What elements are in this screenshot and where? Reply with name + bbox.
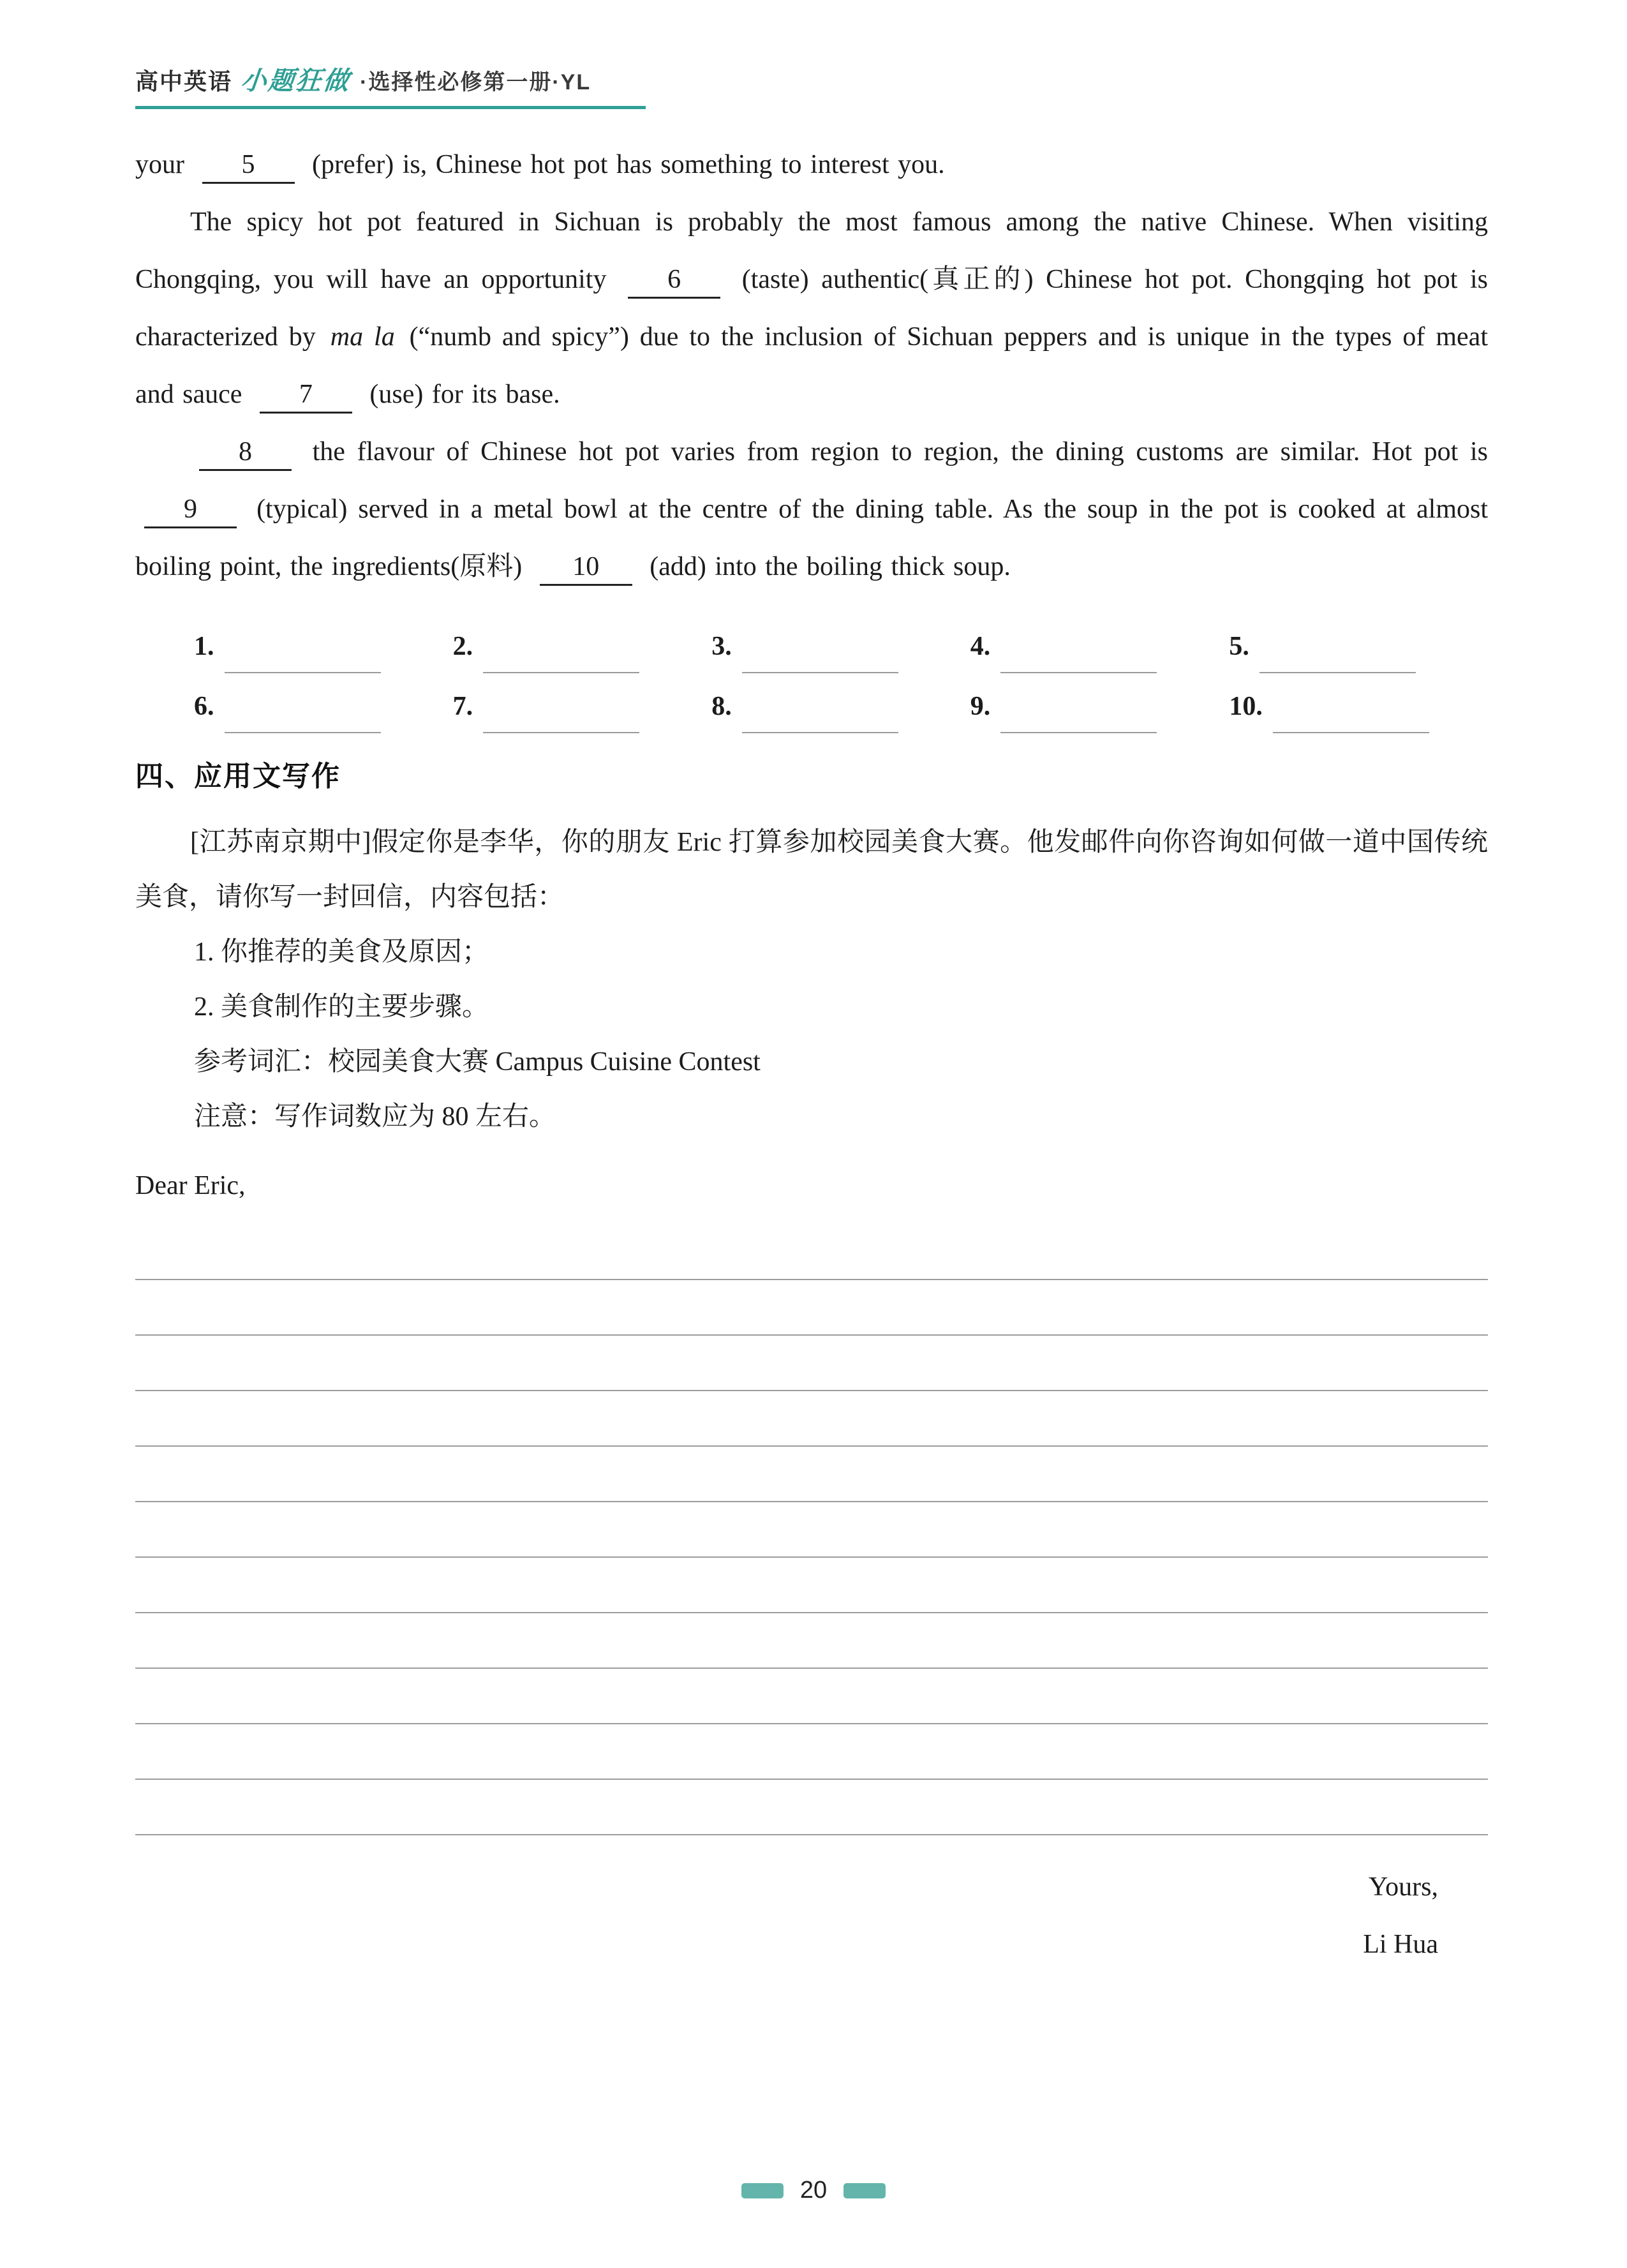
answer-write-line (1259, 627, 1416, 673)
answer-blank-grid (135, 620, 1488, 733)
blank-number: 5 (241, 150, 255, 179)
passage-paragraph-1 (135, 136, 1488, 193)
passage-text: (“numb and spicy”) due to the inclusion of Sichuan peppers and is unique in the types of meat and sauce (135, 322, 1488, 409)
passage-text: (taste) authentic(真正的) Chinese hot pot. Chongqing hot pot is characterized by (135, 265, 1489, 352)
page-header (135, 61, 1488, 109)
answer-write-line (225, 687, 381, 733)
answer-write-line (1273, 687, 1429, 733)
passage-paragraph-3 (135, 423, 1488, 595)
writing-line (135, 1558, 1488, 1613)
answer-item-7 (453, 680, 712, 733)
page-number: 20 (799, 2177, 828, 2204)
answer-row-1 (135, 620, 1488, 673)
writing-point-1: 1. 你推荐的美食及原因； (194, 937, 489, 967)
header-text-row (135, 61, 1488, 97)
writing-lines-block (135, 1225, 1488, 1835)
answer-number: 3. (711, 632, 732, 661)
passage-text: (add) into the boiling thick soup. (650, 552, 1011, 581)
brand-logo: 小题狂做 (239, 67, 352, 95)
blank-number: 10 (572, 552, 600, 581)
answer-number: 4. (970, 632, 991, 661)
passage-italic-term: ma la (330, 322, 395, 352)
writing-line (135, 1502, 1488, 1558)
writing-line (135, 1391, 1488, 1447)
writing-line (135, 1780, 1488, 1835)
passage-text: your (135, 150, 184, 179)
passage-paragraph-2 (135, 193, 1488, 423)
writing-line (135, 1225, 1488, 1280)
header-course-title: 高中英语 (135, 68, 233, 94)
writing-line (135, 1613, 1488, 1669)
cloze-passage (135, 136, 1488, 595)
answer-write-line (1000, 687, 1157, 733)
header-accent-rule (135, 106, 646, 109)
letter-closing-block (135, 1858, 1488, 1973)
writing-prompt (135, 815, 1488, 925)
prompt-text: 假定你是李华，你的朋友 Eric 打算参加校园美食大赛。他发邮件向你咨询如何做一道中国传统美食，请你写一封回信，内容包括： (135, 828, 1488, 912)
writing-line (135, 1280, 1488, 1336)
cloze-blank-5 (202, 147, 295, 184)
answer-number: 6. (194, 692, 214, 721)
footer-decoration-bar (843, 2183, 886, 2198)
cloze-blank-10 (540, 549, 632, 586)
passage-text: The spicy hot pot featured in Sichuan is probably the most famous among the native Chinese. When visiting Chongqing, you will have an opportunity (135, 207, 1488, 294)
letter-salutation: Dear Eric, (135, 1171, 246, 1200)
answer-item-10 (1229, 680, 1488, 733)
passage-text: (prefer) is, Chinese hot pot has something to interest you. (312, 150, 945, 179)
answer-write-line (1000, 627, 1157, 673)
cloze-blank-7 (260, 377, 352, 414)
answer-write-line (742, 627, 898, 673)
passage-text: (use) for its base. (369, 380, 560, 409)
footer-decoration-bar (741, 2183, 784, 2198)
answer-write-line (483, 687, 639, 733)
answer-item-4 (970, 620, 1230, 673)
answer-item-3 (711, 620, 970, 673)
letter-closing: Yours, (1369, 1872, 1438, 1902)
page-footer (0, 2177, 1627, 2204)
answer-number: 7. (452, 692, 473, 721)
passage-text: the flavour of Chinese hot pot varies from region to region, the dining customs are similar. Hot pot is (312, 437, 1488, 466)
answer-item-9 (970, 680, 1230, 733)
writing-line (135, 1724, 1488, 1780)
writing-line (135, 1336, 1488, 1391)
answer-item-5 (1229, 620, 1488, 673)
cloze-blank-9 (144, 492, 237, 528)
answer-item-1 (194, 620, 453, 673)
passage-text: (typical) served in a metal bowl at the centre of the dining table. As the soup in the pot is cooked at almost boiling point, the ingredients(原料) (135, 495, 1489, 581)
answer-write-line (483, 627, 639, 673)
answer-item-6 (194, 680, 453, 733)
writing-task-section (135, 750, 1488, 1973)
header-volume-title: ·选择性必修第一册·YL (360, 70, 591, 94)
answer-number: 1. (194, 632, 214, 661)
answer-number: 5. (1229, 632, 1249, 661)
source-tag: [江苏南京期中] (190, 828, 371, 857)
answer-row-2 (135, 680, 1488, 733)
blank-number: 7 (299, 380, 313, 409)
writing-point-2: 2. 美食制作的主要步骤。 (194, 992, 489, 1022)
writing-line (135, 1447, 1488, 1502)
writing-line (135, 1669, 1488, 1724)
answer-number: 2. (452, 632, 473, 661)
cloze-blank-6 (628, 262, 720, 299)
blank-number: 9 (184, 495, 197, 524)
reference-vocab: 参考词汇：校园美食大赛 Campus Cuisine Contest (194, 1047, 761, 1077)
answer-write-line (742, 687, 898, 733)
answer-item-2 (453, 620, 712, 673)
blank-number: 6 (667, 265, 681, 294)
word-count-note: 注意：写作词数应为 80 左右。 (194, 1102, 556, 1131)
blank-number: 8 (239, 437, 252, 466)
answer-number: 9. (970, 692, 991, 721)
answer-write-line (225, 627, 381, 673)
letter-signature: Li Hua (1363, 1930, 1438, 1959)
answer-number: 8. (711, 692, 732, 721)
answer-number: 10. (1229, 692, 1263, 721)
cloze-blank-8 (199, 435, 292, 471)
section-heading: 四、应用文写作 (135, 761, 341, 792)
answer-item-8 (711, 680, 970, 733)
